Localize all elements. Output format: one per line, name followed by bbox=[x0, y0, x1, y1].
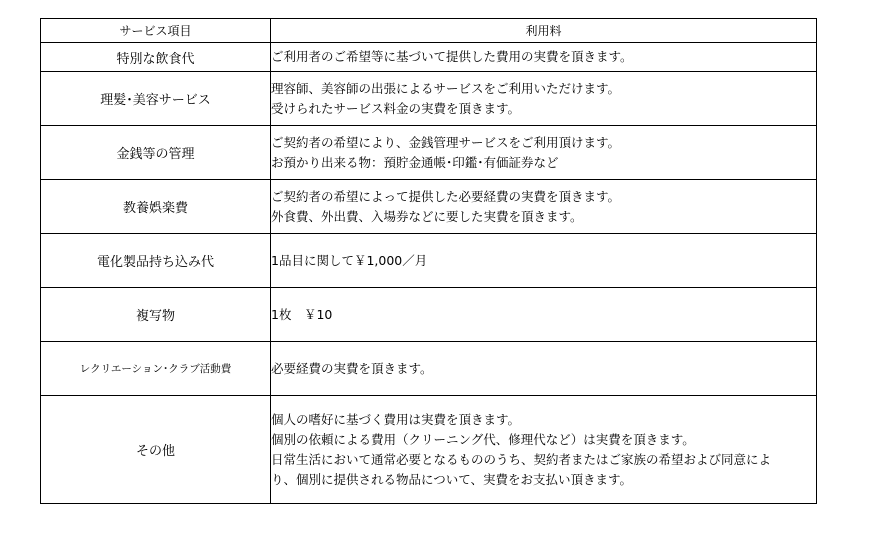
row-description bbox=[271, 43, 817, 72]
row-item: 特別な飲食代 bbox=[41, 43, 271, 72]
description-line: ご契約者の希望により、金銭管理サービスをご利用頂けます。 bbox=[271, 134, 621, 150]
description-line: 1枚 ￥10 bbox=[271, 306, 333, 322]
description-line: 日常生活において通常必要となるもののうち、契約者またはご家族の希望および同意によ bbox=[271, 451, 772, 467]
table-row bbox=[41, 72, 817, 126]
row-description bbox=[271, 126, 817, 180]
description-line: ご利用者のご希望等に基づいて提供した費用の実費を頂きます。 bbox=[271, 49, 633, 64]
table-row bbox=[41, 396, 817, 504]
table-row bbox=[41, 180, 817, 234]
description-line: 個人の嗜好に基づく費用は実費を頂きます。 bbox=[271, 411, 521, 427]
row-description bbox=[271, 234, 817, 288]
row-item: 教養娯楽費 bbox=[41, 180, 271, 234]
row-item: 金銭等の管理 bbox=[41, 126, 271, 180]
table-row bbox=[41, 126, 817, 180]
row-item: レクリエーション･クラブ活動費 bbox=[41, 342, 271, 396]
description-line: 1品目に関して￥1,000／月 bbox=[271, 252, 428, 268]
header-service-item: サービス項目 bbox=[41, 19, 271, 43]
table-header-row bbox=[41, 19, 817, 43]
row-description bbox=[271, 288, 817, 342]
row-item: その他 bbox=[41, 396, 271, 504]
row-description bbox=[271, 72, 817, 126]
description-line: ご契約者の希望によって提供した必要経費の実費を頂きます。 bbox=[271, 188, 621, 204]
row-description bbox=[271, 180, 817, 234]
description-line: 外食費、外出費、入場券などに要した実費を頂きます。 bbox=[271, 208, 583, 224]
description-line: り、個別に提供される物品について、実費をお支払い頂きます。 bbox=[271, 471, 633, 487]
description-line: お預かり出来る物：預貯金通帳･印鑑･有価証券など bbox=[271, 154, 559, 170]
description-line: 理容師、美容師の出張によるサービスをご利用いただけます。 bbox=[271, 80, 621, 96]
fee-table bbox=[40, 18, 817, 504]
table-row bbox=[41, 342, 817, 396]
description-line: 個別の依頼による費用（クリーニング代、修理代など）は実費を頂きます。 bbox=[271, 431, 695, 447]
row-item: 理髪･美容サービス bbox=[41, 72, 271, 126]
description-line: 必要経費の実費を頂きます。 bbox=[271, 360, 433, 376]
description-line: 受けられたサービス料金の実費を頂きます。 bbox=[271, 100, 521, 116]
row-item: 複写物 bbox=[41, 288, 271, 342]
row-item: 電化製品持ち込み代 bbox=[41, 234, 271, 288]
table-row bbox=[41, 43, 817, 72]
table-row bbox=[41, 234, 817, 288]
row-description bbox=[271, 396, 817, 504]
header-fee: 利用料 bbox=[271, 19, 817, 43]
row-description bbox=[271, 342, 817, 396]
table-row bbox=[41, 288, 817, 342]
